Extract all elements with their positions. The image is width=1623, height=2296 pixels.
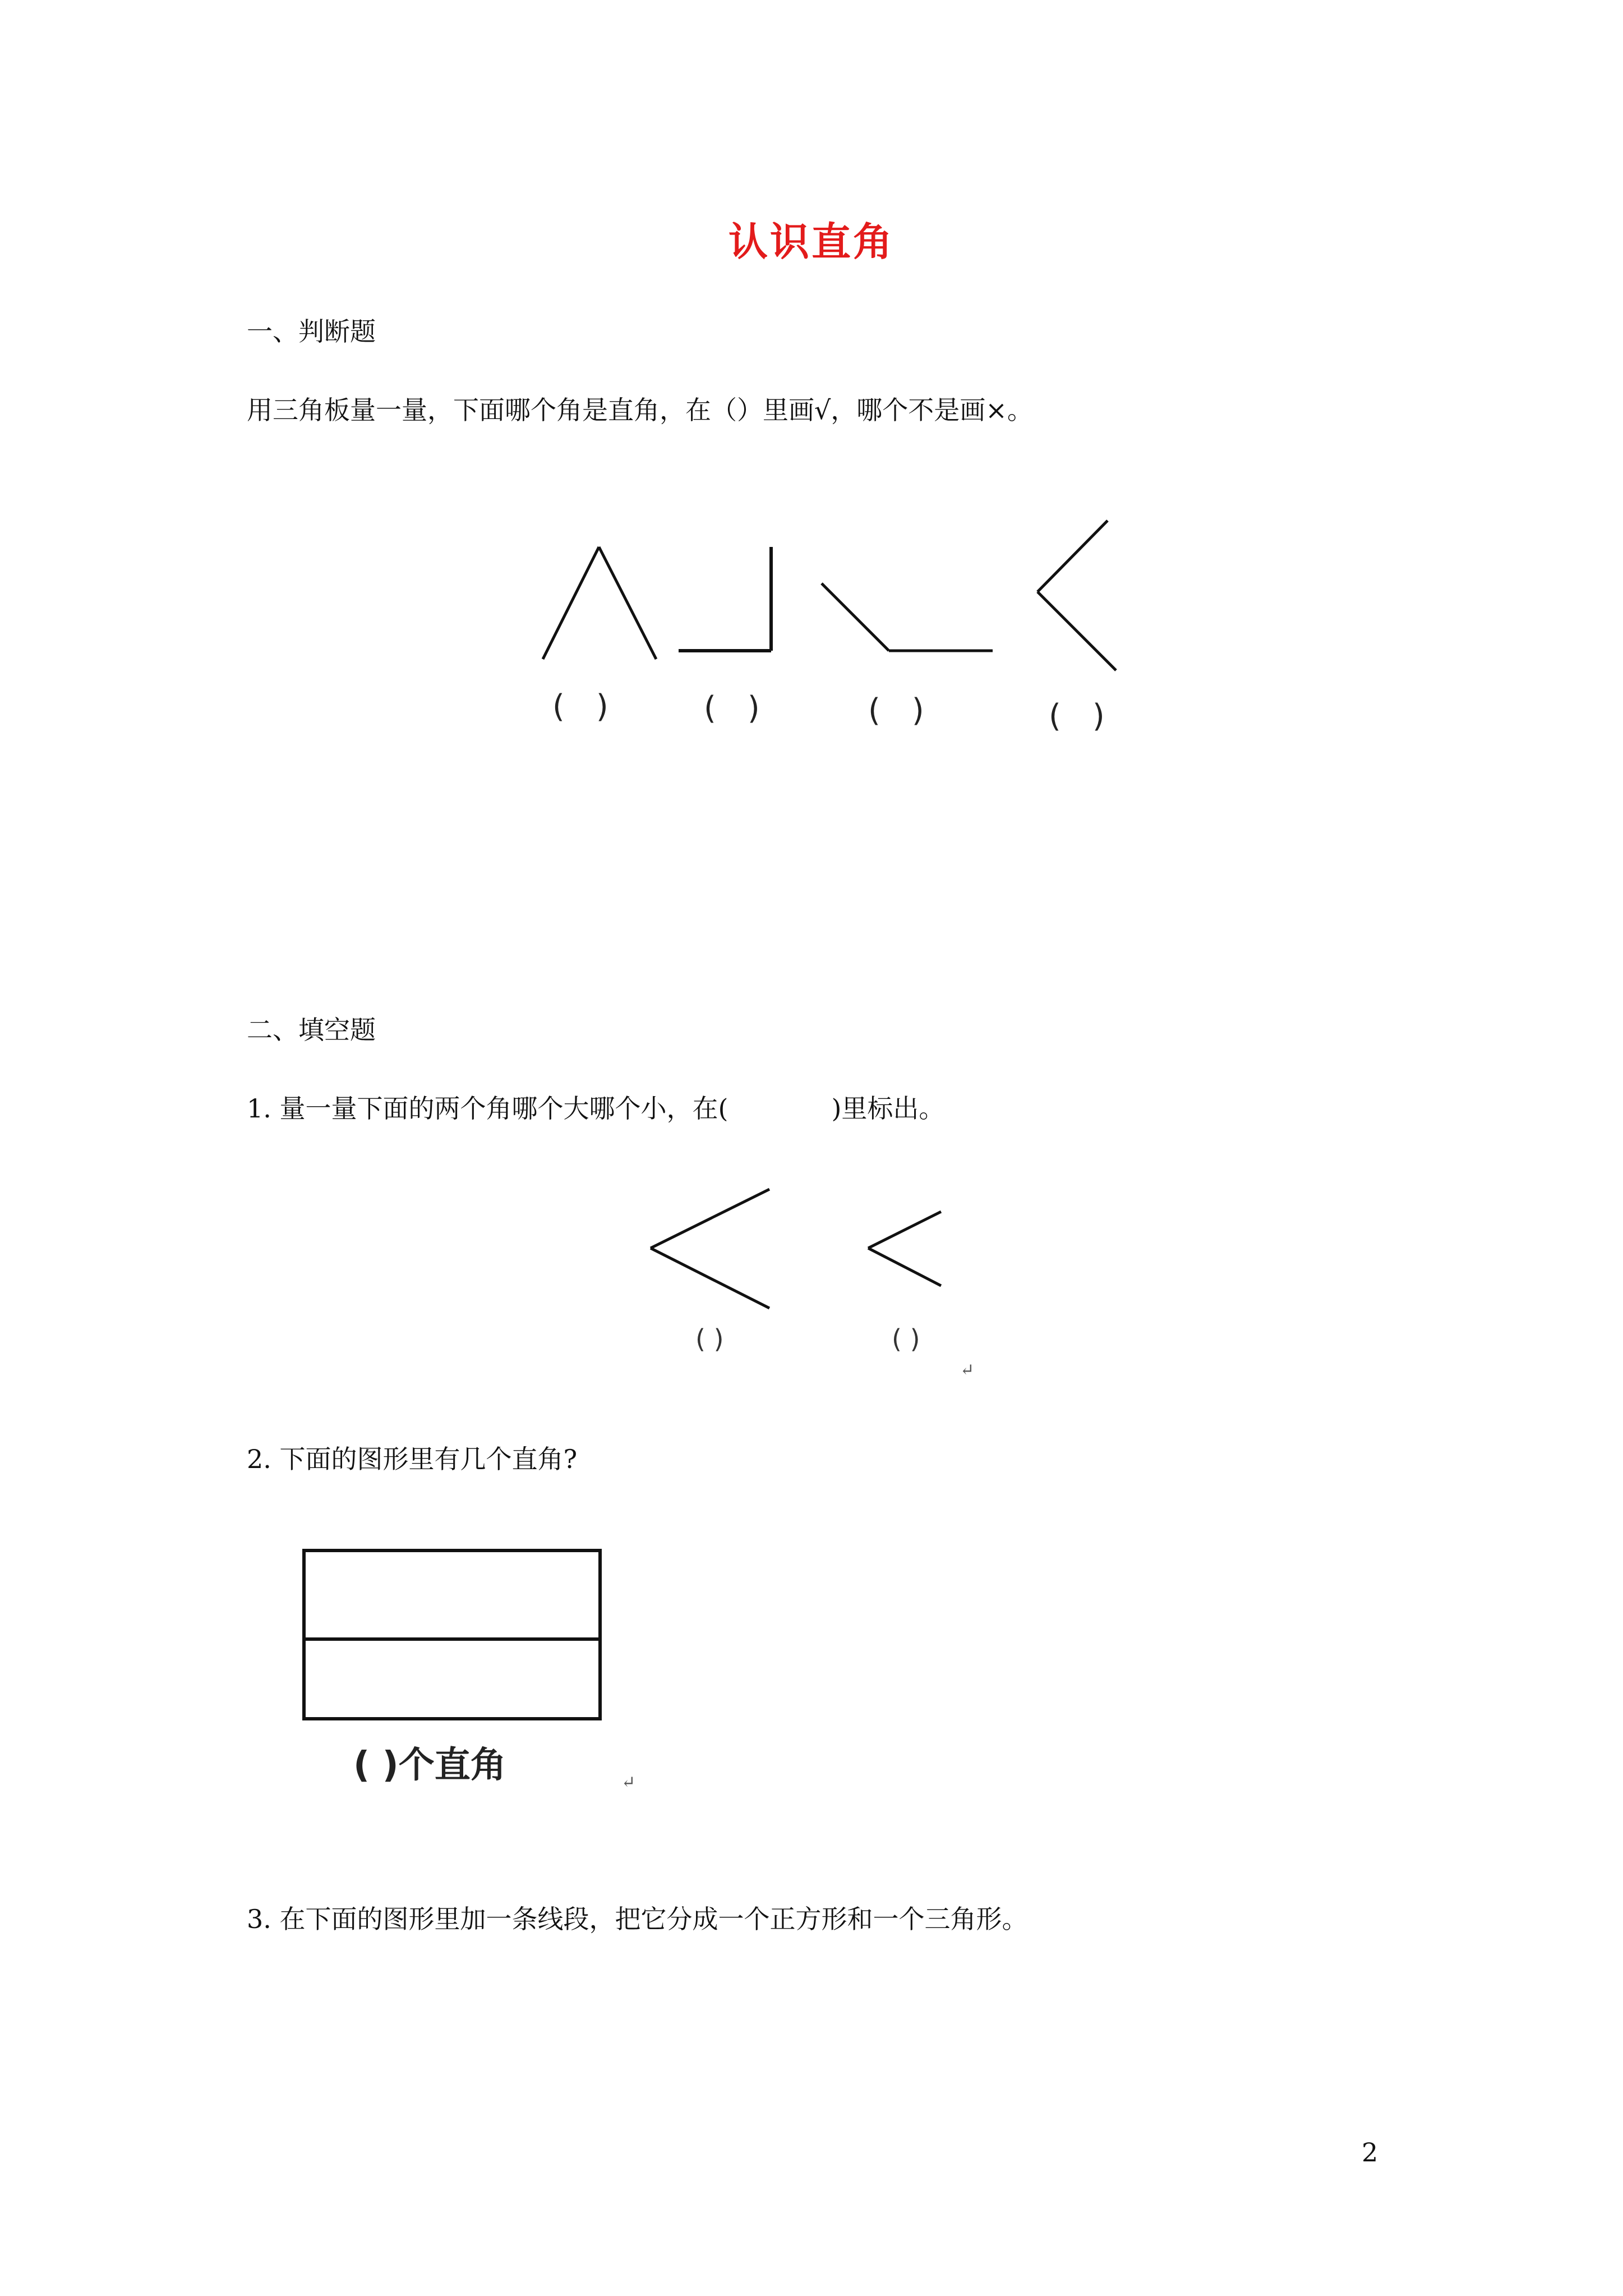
- right-angle-count-caption[interactable]: ( )个直角: [353, 1745, 506, 1786]
- angle-right: [679, 547, 771, 651]
- angle-large: [651, 1189, 769, 1308]
- section-heading-judgement: 一、判断题: [247, 316, 376, 347]
- angle-acute-peak: [543, 547, 656, 659]
- question-3-text: 3. 在下面的图形里加一条线段，把它分成一个正方形和一个三角形。: [247, 1904, 1028, 1934]
- angle-obtuse: [822, 583, 993, 651]
- page-title: 认识直角: [728, 218, 895, 265]
- rectangle-figure: [0, 1537, 1623, 1761]
- answer-blank-4[interactable]: ( ): [1049, 698, 1105, 734]
- paragraph-return-mark: ↵: [960, 1360, 975, 1380]
- page-number: 2: [1362, 2137, 1378, 2168]
- compare-angles-figure: [0, 1167, 1623, 1346]
- question-2-text: 2. 下面的图形里有几个直角?: [247, 1444, 578, 1474]
- compare-blank-2[interactable]: ( ): [892, 1324, 920, 1354]
- question-1-text: 1. 量一量下面的两个角哪个大哪个小，在( )里标出。: [247, 1093, 945, 1124]
- compare-blank-1[interactable]: ( ): [695, 1324, 724, 1354]
- answer-blank-3[interactable]: ( ): [868, 692, 924, 729]
- angle-small: [868, 1212, 941, 1286]
- angle-right-tilted: [1038, 521, 1116, 670]
- answer-blank-2[interactable]: ( ): [704, 690, 760, 726]
- answer-blank-1[interactable]: ( ): [552, 688, 608, 725]
- judgement-instruction: 用三角板量一量，下面哪个角是直角，在（）里画√，哪个不是画×。: [247, 395, 1033, 425]
- paragraph-return-mark: ↵: [621, 1773, 636, 1792]
- section-heading-fill-blank: 二、填空题: [247, 1015, 376, 1045]
- angle-figures: [0, 0, 1623, 757]
